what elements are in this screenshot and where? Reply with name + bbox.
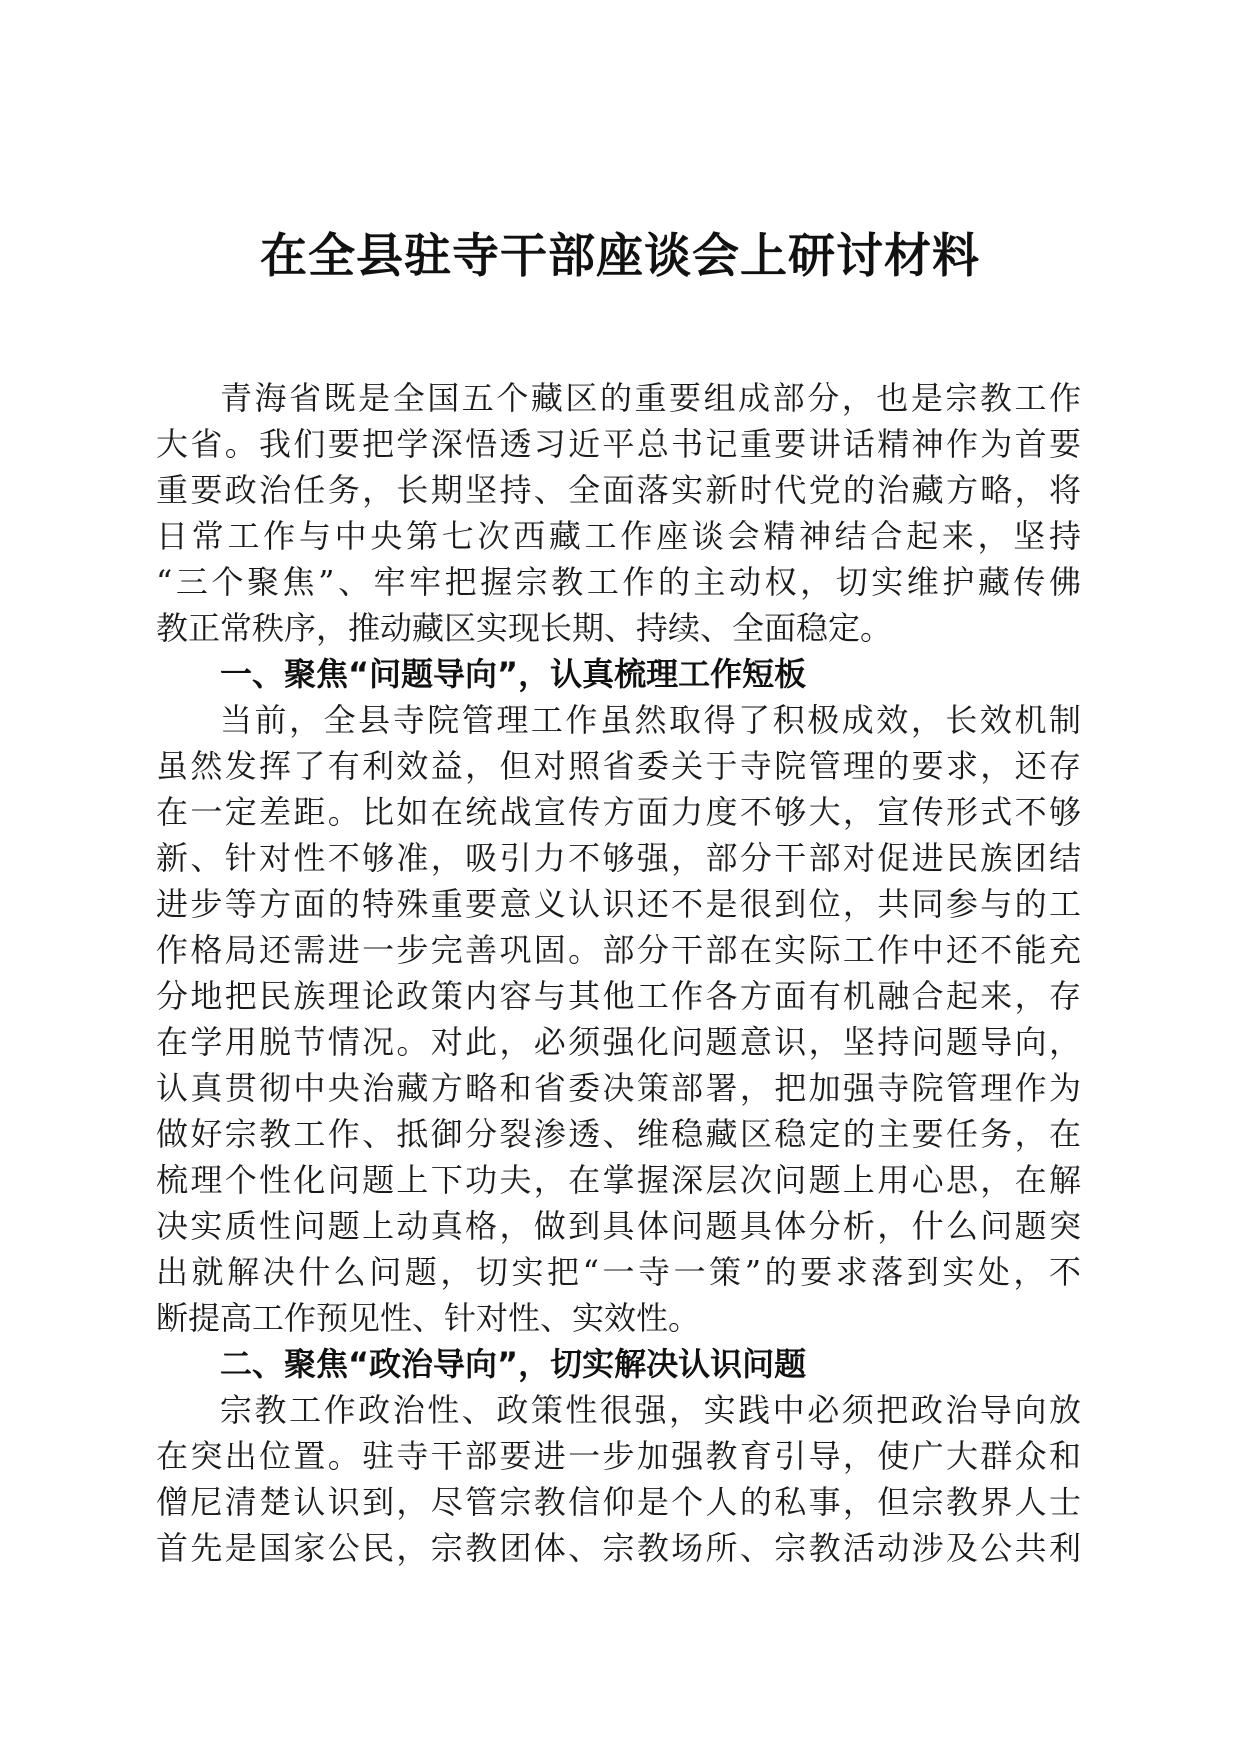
paragraph-line: 作格局还需进一步完善巩固。部分干部在实际工作中还不能充 [156,931,1081,969]
paragraph-line: 日常工作与中央第七次西藏工作座谈会精神结合起来，坚持 [156,517,1081,555]
paragraph-line: 新、针对性不够准，吸引力不够强，部分干部对促进民族团结 [156,839,1081,877]
paragraph-line: 虽然发挥了有利效益，但对照省委关于寺院管理的要求，还存 [156,747,1081,785]
paragraph-line: 出就解决什么问题，切实把“一寺一策”的要求落到实处，不 [156,1253,1081,1291]
section-heading-2: 二、聚焦“政治导向”，切实解决认识问题 [220,1345,807,1383]
paragraph-line: 重要政治任务，长期坚持、全面落实新时代党的治藏方略，将 [156,471,1081,509]
section-heading-1: 一、聚焦“问题导向”，认真梳理工作短板 [220,655,807,693]
paragraph-line: 大省。我们要把学深悟透习近平总书记重要讲话精神作为首要 [156,425,1081,463]
paragraph-line: 认真贯彻中央治藏方略和省委决策部署，把加强寺院管理作为 [156,1069,1081,1107]
paragraph-line: 教正常秩序，推动藏区实现长期、持续、全面稳定。 [156,609,893,647]
paragraph-line: 宗教工作政治性、政策性很强，实践中必须把政治导向放 [220,1391,1081,1429]
paragraph-line: 分地把民族理论政策内容与其他工作各方面有机融合起来，存 [156,977,1081,1015]
paragraph-line: 断提高工作预见性、针对性、实效性。 [156,1299,701,1337]
paragraph-line: 梳理个性化问题上下功夫，在掌握深层次问题上用心思，在解 [156,1161,1081,1199]
paragraph-line: 在突出位置。驻寺干部要进一步加强教育引导，使广大群众和 [156,1437,1081,1475]
paragraph-line: 当前，全县寺院管理工作虽然取得了积极成效，长效机制 [220,701,1081,739]
paragraph-line: 在一定差距。比如在统战宣传方面力度不够大，宣传形式不够 [156,793,1081,831]
paragraph-line: “三个聚焦”、牢牢把握宗教工作的主动权，切实维护藏传佛 [156,563,1081,601]
paragraph-line: 在学用脱节情况。对此，必须强化问题意识，坚持问题导向， [156,1023,1081,1061]
paragraph-line: 僧尼清楚认识到，尽管宗教信仰是个人的私事，但宗教界人士 [156,1483,1081,1521]
page-title: 在全县驻寺干部座谈会上研讨材料 [260,229,980,284]
paragraph-line: 进步等方面的特殊重要意义认识还不是很到位，共同参与的工 [156,885,1081,923]
document-body [156,375,1081,1571]
paragraph-line: 首先是国家公民，宗教团体、宗教场所、宗教活动涉及公共利 [156,1529,1081,1567]
paragraph-line: 青海省既是全国五个藏区的重要组成部分，也是宗教工作 [220,379,1081,417]
paragraph-line: 做好宗教工作、抵御分裂渗透、维稳藏区稳定的主要任务，在 [156,1115,1081,1153]
paragraph-line: 决实质性问题上动真格，做到具体问题具体分析，什么问题突 [156,1207,1081,1245]
